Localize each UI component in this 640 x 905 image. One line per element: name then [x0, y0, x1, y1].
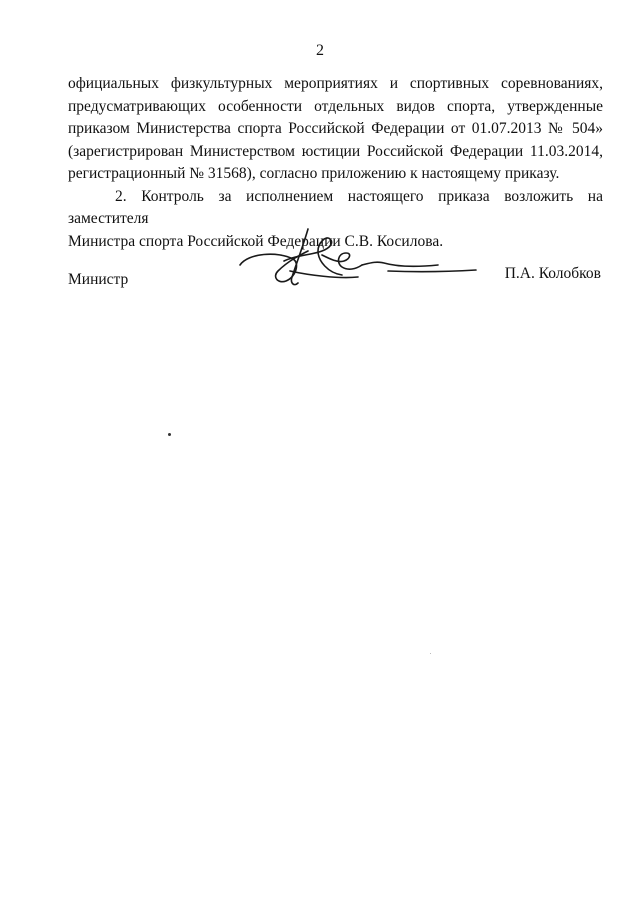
- body-line-3: приказом Министерства спорта Российской Федерации от 01.07.2013 № 504»: [68, 120, 603, 137]
- body-line-1: официальных физкультурных мероприятиях и спортивных соревнованиях,: [68, 75, 603, 92]
- body-line-4: (зарегистрирован Министерством юстиции Российской Федерации 11.03.2014,: [68, 142, 603, 160]
- paragraph-2-line-2: Министра спорта Российской Федерации С.В. Косилова.: [68, 232, 444, 250]
- signature-block: [68, 225, 603, 305]
- body-line-5: регистрационный № 31568), согласно приложению к настоящему приказу.: [68, 165, 560, 182]
- handwritten-signature-icon: [238, 225, 478, 295]
- scan-speck-faint: [430, 653, 431, 654]
- page-number: 2: [316, 42, 324, 59]
- signer-name: П.А. Колобков: [504, 265, 601, 282]
- scan-speck: [168, 433, 171, 436]
- body-line-2: предусматривающих особенности отдельных видов спорта, утвержденные: [68, 97, 603, 115]
- paragraph-2-line-1: 2. Контроль за исполнением настоящего приказа возложить на заместителя: [68, 187, 603, 227]
- signer-title: Министр: [68, 271, 129, 288]
